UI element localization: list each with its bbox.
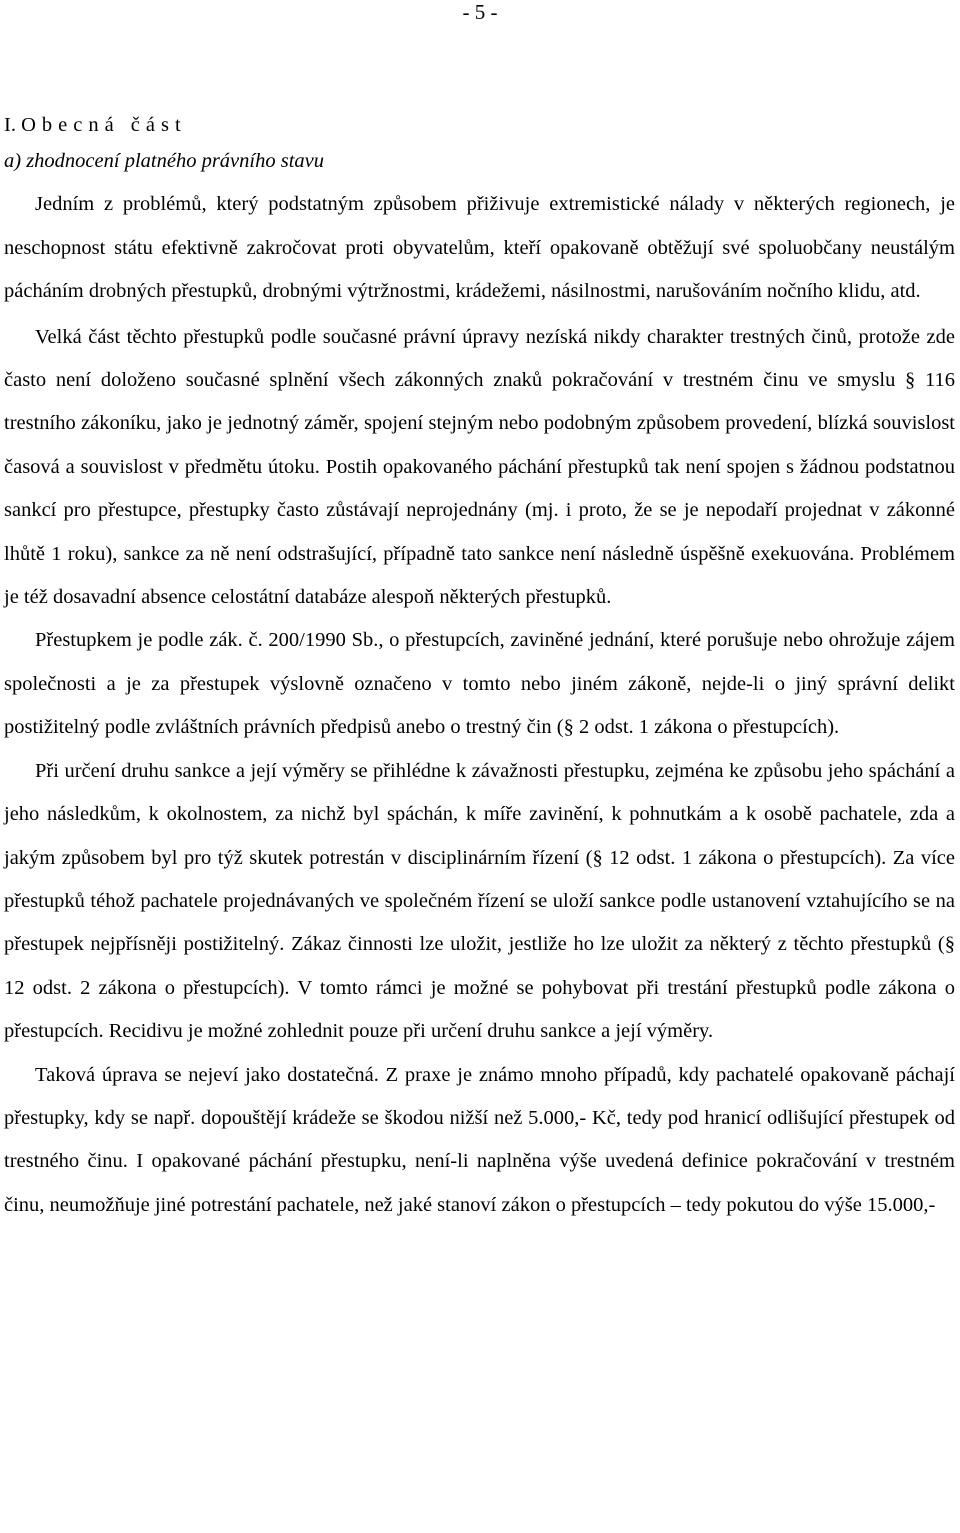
section-title (4, 110, 955, 140)
document-body (4, 110, 955, 1227)
paragraph-3: Přestupkem je podle zák. č. 200/1990 Sb., o přestupcích, zaviněné jednání, které porušuje nebo ohrožuje zájem společnosti a je za přestupek výslovně označeno v tomto nebo jiném zákoně, nejde-li o jiný správní delikt postižitelný podle zvláštních právních předpisů anebo o trestný čin (§ 2 odst. 1 zákona o přestupcích). (4, 629, 955, 739)
paragraph-5: Taková úprava se nejeví jako dostatečná. Z praxe je známo mnoho případů, kdy pachatelé opakovaně páchají přestupky, kdy se např. dopouštějí krádeže se škodou nižší než 5.000,- Kč, tedy pod hranicí odlišující přestupek od trestného činu. I opakované páchání přestupku, není-li naplněna výše uvedená definice pokračování v trestném činu, neumožňuje jiné potrestání pachatele, než jaké stanoví zákon o přestupcích – tedy pokutou do výše 15.000,- (4, 1063, 955, 1216)
section-title-text: Obecná část (21, 114, 187, 136)
subsection-title: a) zhodnocení platného právního stavu (4, 150, 324, 172)
page-number: - 5 - (462, 0, 498, 24)
section-roman-numeral: I. (4, 114, 16, 136)
paragraph-1: Jedním z problémů, který podstatným způsobem přiživuje extremistické nálady v některých regionech, je neschopnost státu efektivně zakročovat proti obyvatelům, kteří opakovaně obtěžují své spoluobčany neustálým pácháním drobných přestupků, drobnými výtržnostmi, krádežemi, násilnostmi, narušováním nočního klidu, atd. (4, 193, 955, 303)
paragraph-2: Velká část těchto přestupků podle současné právní úpravy nezíská nikdy charakter trestných činů, protože zde často není doloženo současné splnění všech zákonných znaků pokračování v trestném činu ve smyslu § 116 trestního zákoníku, jako je jednotný záměr, spojení stejným nebo podobným způsobem provedení, blízká souvislost časová a souvislost v předmětu útoku. Postih opakovaného páchání přestupků tak není spojen s žádnou podstatnou sankcí pro přestupce, přestupky často zůstávají neprojednány (mj. i proto, že se je nepodaří projednat v zákonné lhůtě 1 roku), sankce za ně není odstrašující, případně tato sankce není následně úspěšně exekuována. Problémem je též dosavadní absence celostátní databáze alespoň některých přestupků. (4, 325, 955, 609)
paragraph-4: Při určení druhu sankce a její výměry se přihlédne k závažnosti přestupku, zejména ke způsobu jeho spáchání a jeho následkům, k okolnostem, za nichž byl spáchán, k míře zavinění, k pohnutkám a k osobě pachatele, zda a jakým způsobem byl pro týž skutek potrestán v disciplinárním řízení (§ 12 odst. 1 zákona o přestupcích). Za více přestupků téhož pachatele projednávaných ve společném řízení se uloží sankce podle ustanovení vztahujícího se na přestupek nejpřísněji postižitelný. Zákaz činnosti lze uložit, jestliže ho lze uložit za některý z těchto přestupků (§ 12 odst. 2 zákona o přestupcích). V tomto rámci je možné se pohybovat při trestání přestupků podle zákona o přestupcích. Recidivu je možné zohlednit pouze při určení druhu sankce a její výměry. (4, 759, 955, 1043)
